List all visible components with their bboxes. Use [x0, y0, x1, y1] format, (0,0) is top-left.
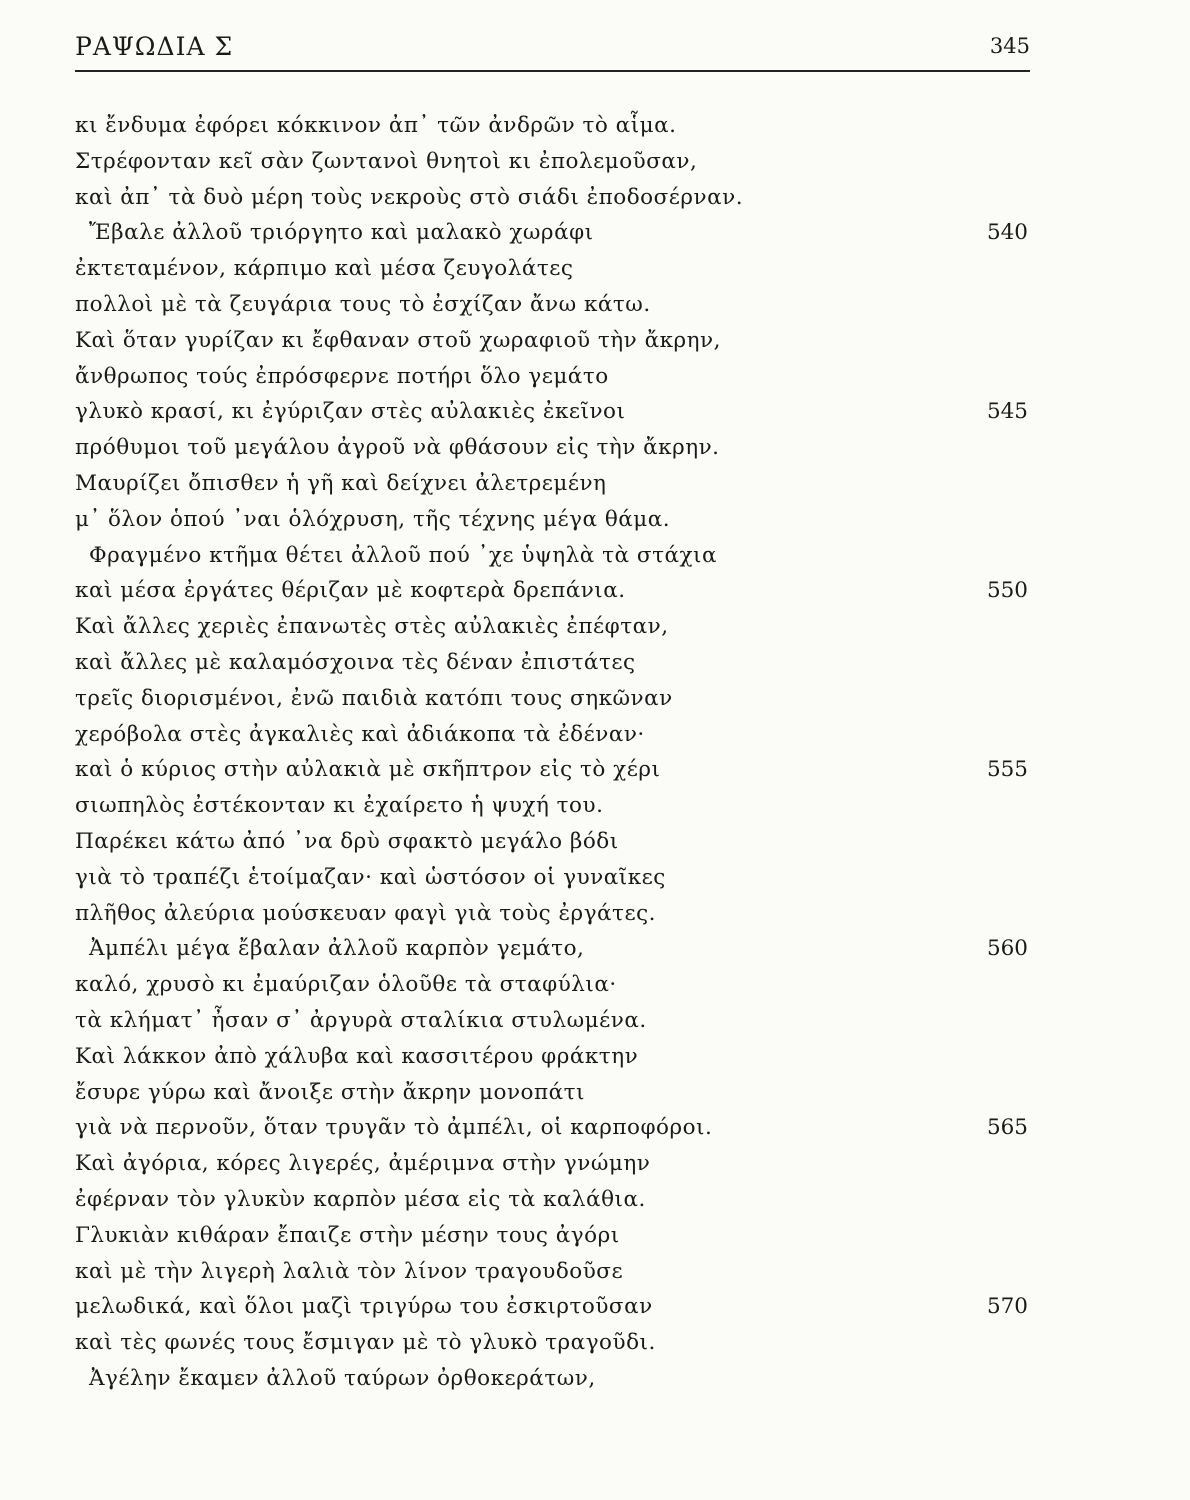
verse-line: [75, 1039, 1030, 1075]
verse-line: [75, 359, 1030, 395]
verse-text: Καὶ ἄλλες χεριὲς ἐπανωτὲς στὲς αὐλακιὲς ἐπέφταν,: [75, 614, 669, 640]
header-rule: [75, 70, 1030, 72]
verse-text: Παρέκει κάτω ἀπό ᾽να δρὺ σφακτὸ μεγάλο βόδι: [75, 828, 619, 854]
verse-text: πολλοὶ μὲ τὰ ζευγάρια τους τὸ ἐσχίζαν ἄνω κάτω.: [75, 291, 651, 317]
verse-line: [75, 573, 1030, 609]
verse-text: τὰ κλήματ᾽ ἦσαν σ᾽ ἀργυρὰ σταλίκια στυλωμένα.: [75, 1007, 647, 1033]
verse-line: [75, 1146, 1030, 1182]
line-number: 555: [986, 757, 1028, 783]
verse-text: ἐφέρναν τὸν γλυκὺν καρπὸν μέσα εἰς τὰ καλάθια.: [75, 1186, 646, 1212]
verse-text: πρόθυμοι τοῦ μεγάλου ἀγροῦ νὰ φθάσουν εἰς τὴν ἄκρην.: [75, 435, 720, 461]
verse-text: μ᾽ ὅλον ὁπού ᾽ναι ὁλόχρυση, τῆς τέχνης μέγα θάμα.: [75, 506, 671, 532]
line-number: 570: [986, 1294, 1028, 1320]
verse-line: [75, 609, 1030, 645]
verse-text: ἐκτεταμένον, κάρπιμο καὶ μέσα ζευγολάτες: [75, 256, 574, 282]
line-number: 560: [986, 936, 1028, 962]
line-number: 565: [986, 1115, 1028, 1141]
verse-text: πλῆθος ἀλεύρια μούσκευαν φαγὶ γιὰ τοὺς ἐργάτες.: [75, 900, 656, 926]
verse-line: [75, 108, 1030, 144]
verse-text: καλό, χρυσὸ κι ἐμαύριζαν ὁλοῦθε τὰ σταφύλια·: [75, 972, 617, 998]
verse-text: καὶ μέσα ἐργάτες θέριζαν μὲ κοφτερὰ δρεπάνια.: [75, 578, 626, 604]
verse-text: Μαυρίζει ὄπισθεν ἡ γῆ καὶ δείχνει ἀλετρεμένη: [75, 470, 607, 496]
verse-line: [75, 1218, 1030, 1254]
verse-line: [75, 896, 1030, 932]
verse-line: [75, 1075, 1030, 1111]
verse-line: [75, 1254, 1030, 1290]
line-number: 540: [986, 220, 1028, 246]
verse-text: ἔσυρε γύρω καὶ ἄνοιξε στὴν ἄκρην μονοπάτι: [75, 1079, 585, 1105]
verse-line: [75, 824, 1030, 860]
verse-line: [75, 967, 1030, 1003]
verse-line: [75, 1289, 1030, 1325]
verse-text: καὶ ἄλλες μὲ καλαμόσχοινα τὲς δέναν ἐπιστάτες: [75, 649, 636, 675]
verse-text: μελωδικά, καὶ ὅλοι μαζὶ τριγύρω του ἐσκιρτοῦσαν: [75, 1294, 653, 1320]
page-header: [75, 32, 1030, 68]
verse-text: Γλυκιὰν κιθάραν ἔπαιζε στὴν μέσην τους ἀγόρι: [75, 1222, 620, 1248]
verse-text: Ἀγέλην ἔκαμεν ἀλλοῦ ταύρων ὀρθοκεράτων,: [89, 1365, 596, 1391]
verse-line: [75, 752, 1030, 788]
verse-text: γλυκὸ κρασί, κι ἐγύριζαν στὲς αὐλακιὲς ἐκεῖνοι: [75, 399, 626, 425]
verse-text: τρεῖς διορισμένοι, ἐνῶ παιδιὰ κατόπι τους σηκῶναν: [75, 685, 673, 711]
verse-text: καὶ ἀπ᾽ τὰ δυὸ μέρη τοὺς νεκροὺς στὸ σιάδι ἐποδοσέρναν.: [75, 184, 744, 210]
verse-line: [75, 538, 1030, 574]
verse-line: [75, 1003, 1030, 1039]
verse-line: [75, 502, 1030, 538]
verse-line: [75, 1110, 1030, 1146]
verse-line: [75, 717, 1030, 753]
verse-line: [75, 287, 1030, 323]
verse-text: Ἀμπέλι μέγα ἔβαλαν ἀλλοῦ καρπὸν γεμάτο,: [89, 936, 585, 962]
verse-line: [75, 215, 1030, 251]
verse-line: [75, 860, 1030, 896]
verse-text: γιὰ νὰ περνοῦν, ὅταν τρυγᾶν τὸ ἀμπέλι, οἱ καρποφόροι.: [75, 1115, 713, 1141]
verse-text: γιὰ τὸ τραπέζι ἑτοίμαζαν· καὶ ὡστόσον οἱ γυναῖκες: [75, 864, 666, 890]
verse-text: χερόβολα στὲς ἀγκαλιὲς καὶ ἀδιάκοπα τὰ ἐδέναν·: [75, 721, 645, 747]
verse-line: [75, 788, 1030, 824]
verse-line: [75, 180, 1030, 216]
verse-text: Καὶ λάκκον ἀπὸ χάλυβα καὶ κασσιτέρου φράκτην: [75, 1043, 639, 1069]
verse-text: ἄνθρωπος τούς ἐπρόσφερνε ποτήρι ὅλο γεμάτο: [75, 363, 609, 389]
page-number: 345: [989, 34, 1030, 58]
verse-line: [75, 144, 1030, 180]
verse-line: [75, 1361, 1030, 1397]
verse-line: [75, 1325, 1030, 1361]
verse-line: [75, 466, 1030, 502]
verse-line: [75, 645, 1030, 681]
verse-text: Στρέφονταν κεῖ σὰν ζωντανοὶ θνητοὶ κι ἐπολεμοῦσαν,: [75, 148, 698, 174]
verse-line: [75, 430, 1030, 466]
verse-line: [75, 323, 1030, 359]
verse-line: [75, 681, 1030, 717]
line-number: 545: [986, 399, 1028, 425]
verse-text: καὶ ὁ κύριος στὴν αὐλακιὰ μὲ σκῆπτρον εἰς τὸ χέρι: [75, 757, 661, 783]
verse-text: Φραγμένο κτῆμα θέτει ἀλλοῦ πού ᾽χε ὑψηλὰ τὰ στάχια: [89, 542, 717, 568]
verse-line: [75, 251, 1030, 287]
verse-text: Καὶ ἀγόρια, κόρες λιγερές, ἀμέριμνα στὴν γνώμην: [75, 1151, 651, 1177]
verse-text: σιωπηλὸς ἐστέκονταν κι ἐχαίρετο ἡ ψυχή του.: [75, 793, 604, 819]
chapter-title: ΡΑΨΩΔΙΑ Σ: [75, 32, 234, 61]
verse-line: [75, 394, 1030, 430]
line-number: 550: [986, 578, 1028, 604]
verse-line: [75, 1182, 1030, 1218]
verse-text: καὶ μὲ τὴν λιγερὴ λαλιὰ τὸν λίνον τραγουδοῦσε: [75, 1258, 624, 1284]
verse-text: κι ἔνδυμα ἐφόρει κόκκινον ἀπ᾽ τῶν ἀνδρῶν τὸ αἷμα.: [75, 113, 677, 138]
verse-line: [75, 931, 1030, 967]
verse-text: Ἔβαλε ἀλλοῦ τριόργητο καὶ μαλακὸ χωράφι: [89, 220, 594, 246]
verse-text: καὶ τὲς φωνές τους ἔσμιγαν μὲ τὸ γλυκὸ τραγοῦδι.: [75, 1330, 656, 1356]
verse-text: Καὶ ὅταν γυρίζαν κι ἔφθαναν στοῦ χωραφιοῦ τὴν ἄκρην,: [75, 327, 721, 353]
verse-body: [75, 108, 1030, 1397]
